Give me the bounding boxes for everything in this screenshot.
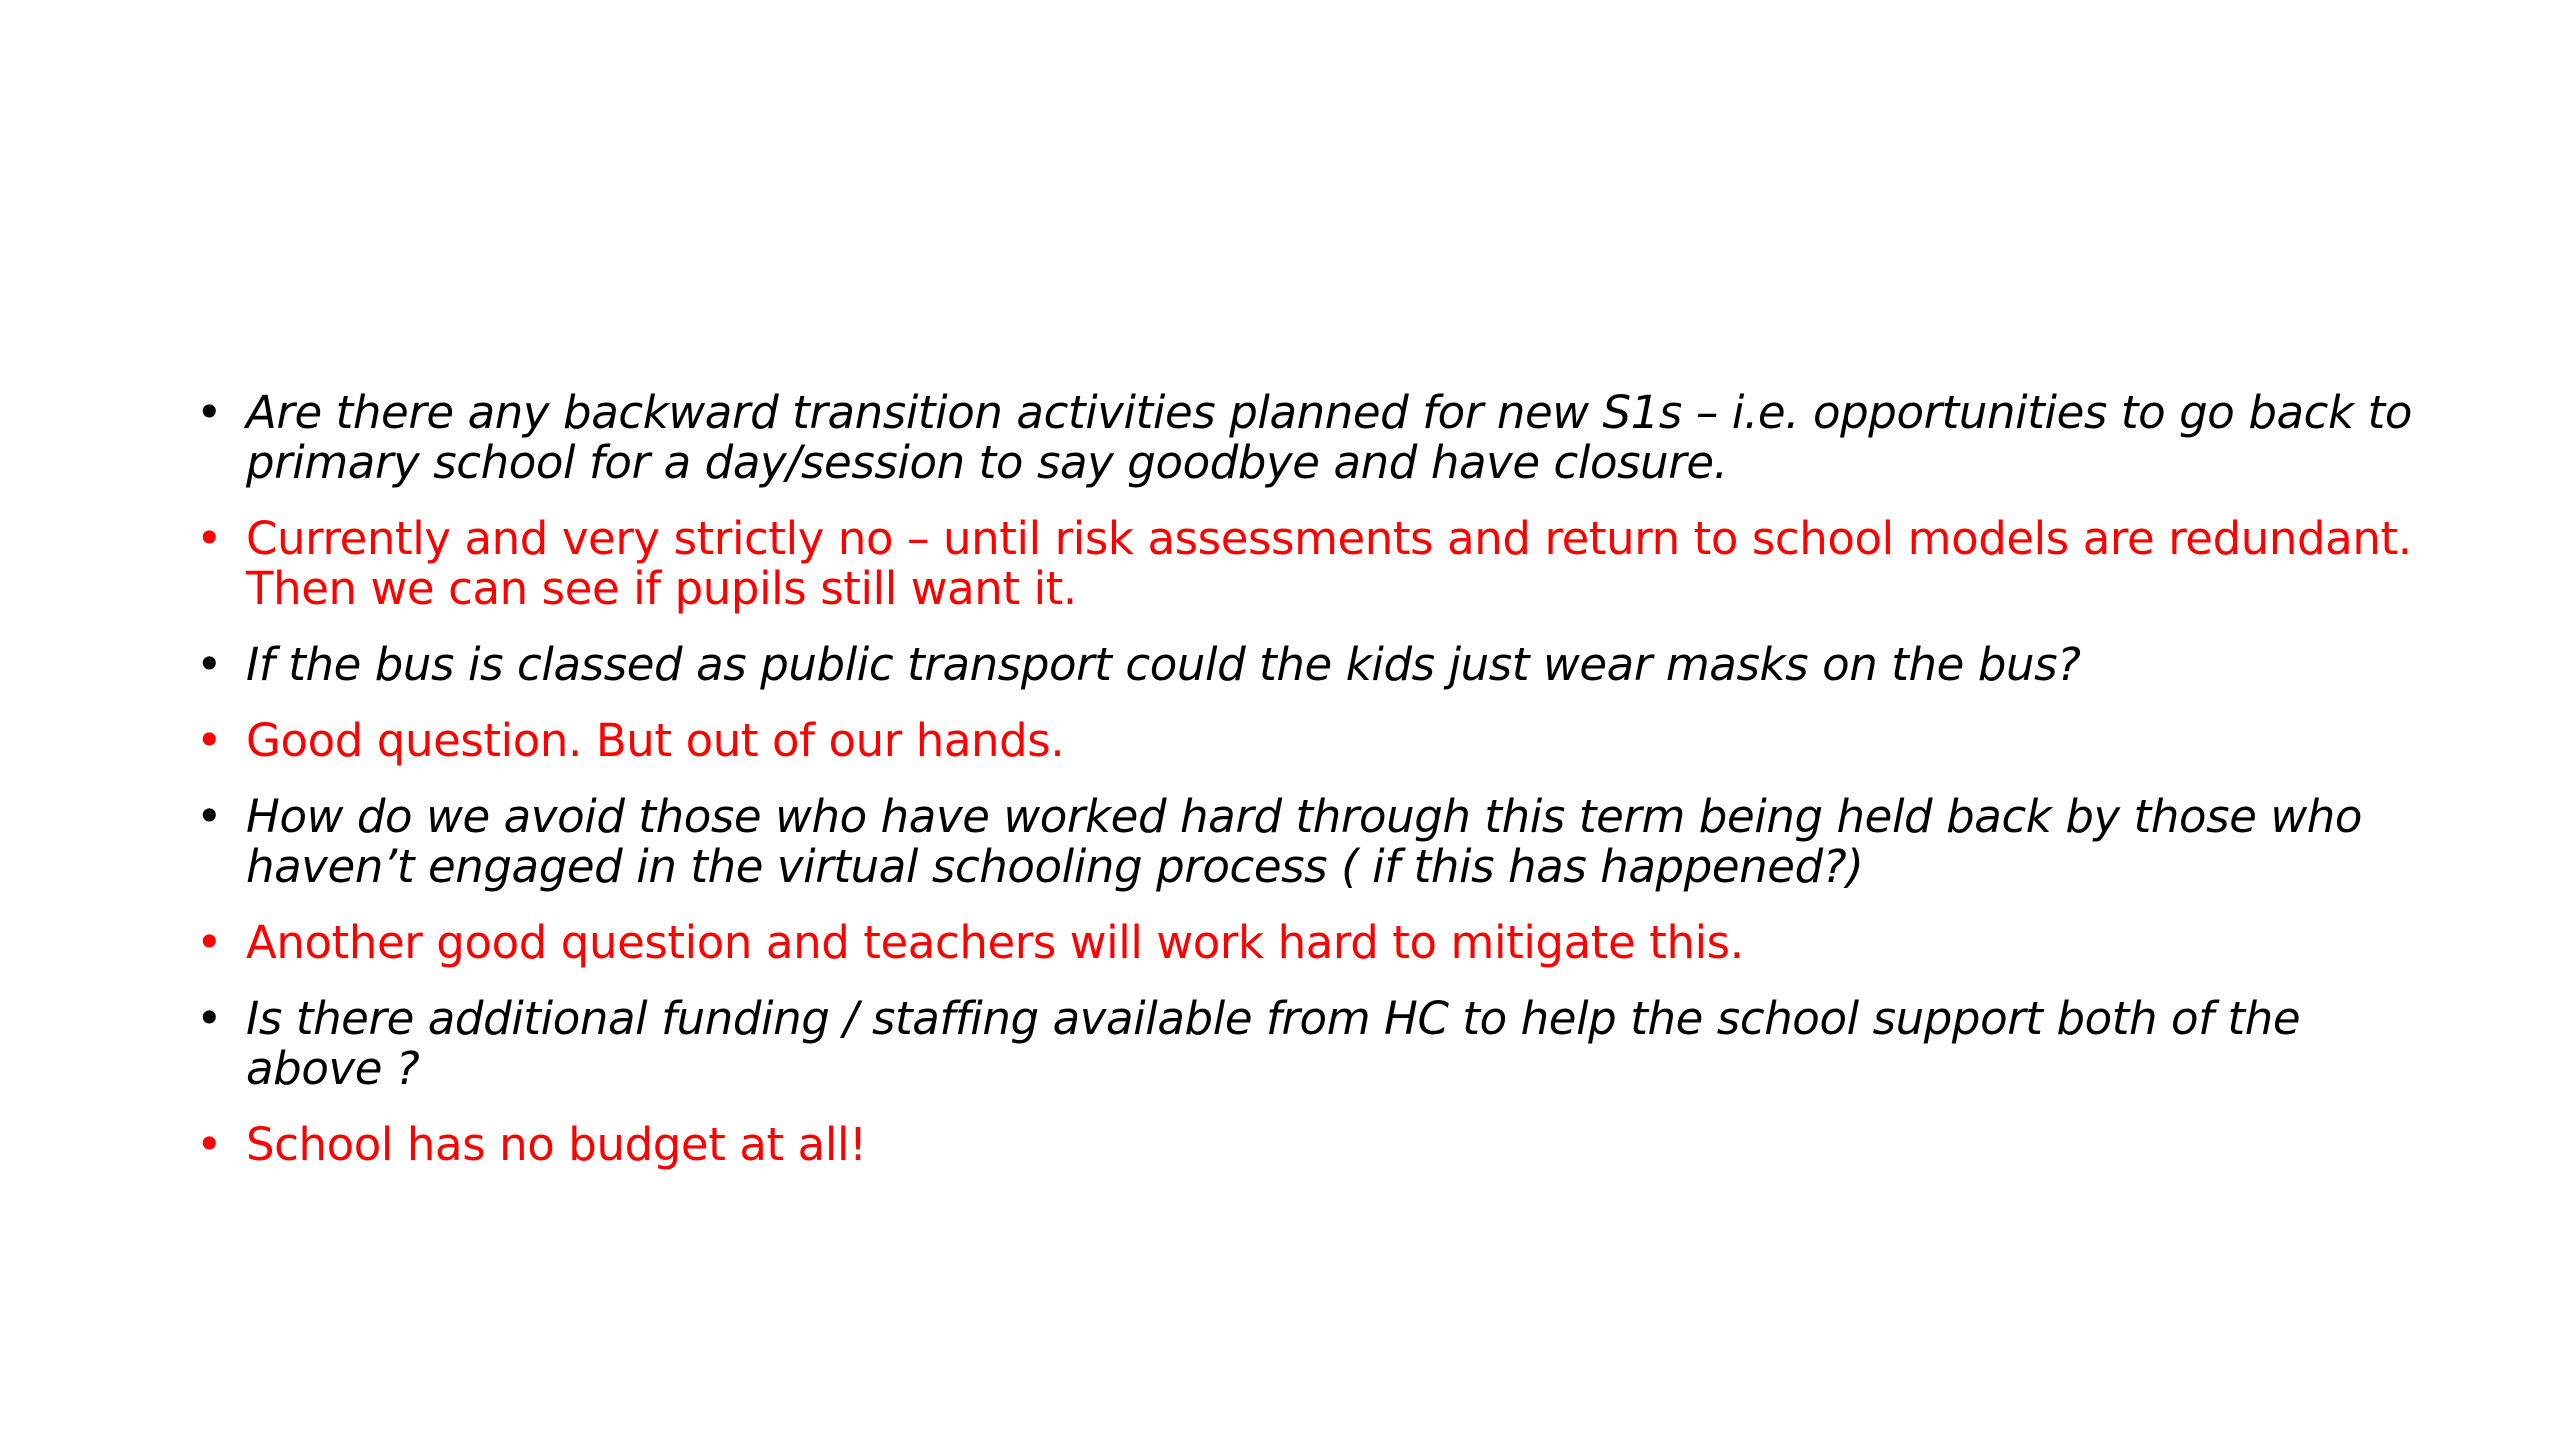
answer-text: Good question. But out of our hands. [246, 714, 1065, 767]
bullet-icon: • [196, 714, 223, 767]
question-item [196, 994, 2436, 1094]
answer-item [196, 1120, 2436, 1170]
question-item [196, 640, 2436, 690]
answer-text: Another good question and teachers will work hard to mitigate this. [246, 916, 1744, 969]
question-text: Is there additional funding / staffing available from HC to help the school support both of the above ? [246, 992, 2301, 1095]
question-text: Are there any backward transition activities planned for new S1s – i.e. opportunities to go back to primary school for a day/session to say goodbye and have closure. [246, 386, 2412, 489]
answer-item [196, 716, 2436, 766]
answer-text: Currently and very strictly no – until risk assessments and return to school models are redundant. Then we can see if pupils still want it. [246, 512, 2412, 615]
bullet-icon: • [196, 992, 223, 1045]
bullet-icon: • [196, 916, 223, 969]
bullet-icon: • [196, 638, 223, 691]
bullet-icon: • [196, 790, 223, 843]
bullet-icon: • [196, 386, 223, 439]
bullet-icon: • [196, 1118, 223, 1171]
question-item [196, 792, 2436, 892]
answer-item [196, 918, 2436, 968]
qa-bullet-list [196, 388, 2436, 1196]
bullet-icon: • [196, 512, 223, 565]
answer-text: School has no budget at all! [246, 1118, 867, 1171]
question-item [196, 388, 2436, 488]
answer-item [196, 514, 2436, 614]
question-text: How do we avoid those who have worked hard through this term being held back by those who haven’t engaged in the virtual schooling process ( if this has happened?) [246, 790, 2363, 893]
question-text: If the bus is classed as public transport could the kids just wear masks on the bus? [246, 638, 2081, 691]
